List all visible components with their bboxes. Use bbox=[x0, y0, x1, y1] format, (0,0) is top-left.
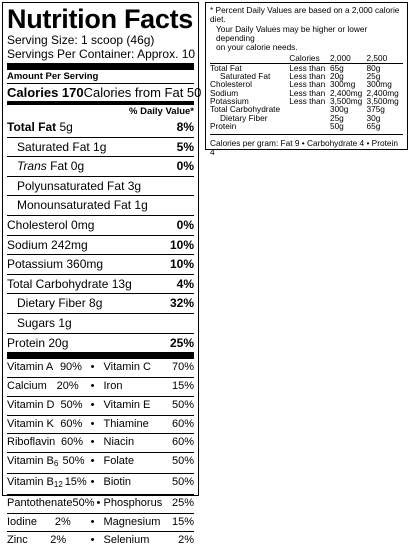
nutrient-dv: 0% bbox=[176, 159, 194, 174]
nutrient-row bbox=[7, 235, 194, 255]
nutrient-name: Sodium bbox=[7, 237, 48, 252]
vitamin-cell bbox=[7, 474, 101, 494]
nutrient-row bbox=[7, 274, 194, 294]
bullet-separator: • bbox=[90, 475, 95, 488]
nutrient-amount: 242mg bbox=[47, 237, 88, 252]
calories-per-gram: Calories per gram: Fat 9 • Carbohydrate 4 • Protein 4 bbox=[210, 134, 403, 158]
dv-table-cell bbox=[289, 114, 330, 122]
vitamin-pct: 50% bbox=[72, 496, 95, 509]
dv-header-cell: Calories bbox=[289, 54, 330, 63]
nutrient-amount: 3g bbox=[124, 178, 142, 193]
dv-table-cell: Total Carbohydrate bbox=[210, 104, 281, 115]
vitamin-cell bbox=[101, 378, 195, 396]
bullet-separator: • bbox=[90, 361, 95, 374]
bullet-separator: • bbox=[90, 436, 95, 449]
vitamin-row bbox=[7, 531, 194, 550]
footnote-text-3: on your calorie needs. bbox=[216, 42, 298, 53]
vitamin-pct: 60% bbox=[171, 436, 194, 449]
bullet-separator: • bbox=[90, 379, 95, 392]
dv-table-header bbox=[210, 54, 403, 63]
dv-table-cell: 3,500mg bbox=[366, 95, 399, 106]
vitamin-row bbox=[7, 452, 194, 473]
nutrition-facts-panel bbox=[2, 2, 202, 547]
dv-table-cell: Total Fat bbox=[210, 62, 242, 73]
vitamin-pct: 2% bbox=[178, 534, 194, 547]
bullet-separator: • bbox=[90, 455, 95, 468]
nutrient-row bbox=[7, 313, 194, 333]
nutrient-amount: Fat 0g bbox=[46, 159, 85, 174]
vitamin-cell bbox=[101, 416, 195, 434]
vitamin-name: Niacin bbox=[103, 436, 135, 449]
nutrient-amount: 5g bbox=[56, 120, 73, 134]
amount-per-serving: Amount Per Serving bbox=[7, 71, 99, 82]
vitamin-row bbox=[7, 377, 194, 396]
vitamin-pct: 50% bbox=[171, 455, 194, 468]
dv-table-cell: Less than bbox=[289, 62, 326, 73]
nutrient-name: Total Carbohydrate bbox=[7, 276, 109, 291]
vitamin-name: Zinc bbox=[7, 534, 28, 547]
vitamin-row bbox=[7, 513, 194, 532]
vitamin-pct: 70% bbox=[171, 361, 194, 374]
nutrient-dv: 10% bbox=[169, 257, 194, 272]
nutrient-name: Protein bbox=[7, 335, 46, 350]
vitamin-cell bbox=[101, 514, 195, 532]
vitamin-name: Vitamin $B_{12}$ bbox=[7, 475, 63, 489]
nutrient-amount: 1g bbox=[89, 139, 107, 154]
footnote-text-2: Your Daily Values may be higher or lower depending bbox=[216, 23, 368, 43]
vitamin-row bbox=[7, 415, 194, 434]
vitamin-list bbox=[7, 359, 194, 550]
bullet-separator: • bbox=[90, 398, 95, 411]
dv-table-cell bbox=[289, 122, 330, 130]
nutrient-row bbox=[7, 333, 194, 353]
nutrient-dv: 8% bbox=[176, 120, 194, 134]
servings-per-container: Servings Per Container: Approx. 10 bbox=[7, 47, 196, 61]
vitamin-cell bbox=[101, 434, 195, 452]
thick-divider bbox=[7, 63, 194, 70]
vitamin-cell bbox=[7, 514, 101, 532]
nutrient-dv: 4% bbox=[176, 276, 194, 291]
dv-table-cell: Dietary Fiber bbox=[220, 112, 268, 123]
dv-table-cell: 300mg bbox=[329, 79, 356, 90]
dv-table-cell: 2,400mg bbox=[366, 87, 399, 98]
dv-table-cell: 25g bbox=[329, 112, 344, 123]
dv-header-cell: 2,000 bbox=[330, 54, 367, 63]
vitamin-row bbox=[7, 473, 194, 494]
vitamin-name: Vitamin D bbox=[7, 398, 55, 411]
nutrient-name: Cholesterol bbox=[7, 217, 68, 232]
nutrient-dv: 0% bbox=[176, 217, 194, 232]
vitamin-pct: 15% bbox=[171, 515, 194, 528]
dv-table-cell: Less than bbox=[289, 95, 326, 106]
dv-table-cell: 80g bbox=[366, 62, 381, 73]
vitamin-pct: 2% bbox=[50, 534, 67, 547]
vitamin-cell bbox=[7, 434, 101, 452]
nutrient-dv: 10% bbox=[169, 237, 194, 252]
nutrient-name: Dietary Fiber bbox=[17, 296, 86, 311]
dv-table-cell: 25g bbox=[366, 71, 381, 82]
nutrient-name: Sugars bbox=[17, 315, 56, 330]
nutrient-list bbox=[7, 118, 194, 352]
dv-table-cell: Potassium bbox=[210, 95, 249, 106]
vitamin-cell bbox=[101, 532, 195, 550]
dv-table-cell: 65g bbox=[366, 120, 381, 131]
dv-table-cell: 30g bbox=[366, 112, 381, 123]
nutrient-row bbox=[7, 137, 194, 157]
dv-table-cell: 65g bbox=[329, 62, 344, 73]
nutrient-row bbox=[7, 156, 194, 176]
nutrient-row bbox=[7, 195, 194, 215]
calories-from-fat: Calories from Fat 50 bbox=[83, 85, 202, 100]
dv-table-cell: Cholesterol bbox=[210, 79, 252, 90]
daily-value-footnote bbox=[205, 2, 408, 158]
nutrient-dv: 25% bbox=[169, 335, 194, 350]
bullet-separator: • bbox=[90, 534, 95, 547]
thick-divider-2 bbox=[7, 352, 194, 359]
nutrient-amount: 20g bbox=[45, 335, 69, 350]
dv-header-cell bbox=[210, 54, 289, 63]
vitamin-name: Calcium bbox=[7, 379, 47, 392]
nutrient-name: Saturated Fat bbox=[17, 139, 90, 154]
dv-table-cell: Saturated Fat bbox=[220, 71, 271, 82]
nutrient-dv: 32% bbox=[169, 296, 194, 311]
dv-header-cell: 2,500 bbox=[366, 54, 403, 63]
vitamin-pct: 2% bbox=[54, 515, 71, 528]
dv-table-cell bbox=[289, 105, 330, 113]
vitamin-name: Folate bbox=[103, 455, 135, 468]
vitamin-name: Phosphorus bbox=[103, 496, 163, 509]
vitamin-pct: 60% bbox=[60, 436, 83, 449]
vitamin-pct: 90% bbox=[59, 361, 82, 374]
daily-value-table bbox=[210, 54, 403, 130]
vitamin-name: Riboflavin bbox=[7, 436, 56, 449]
nutrient-row bbox=[7, 215, 194, 235]
nutrient-row bbox=[7, 254, 194, 274]
dv-table-cell: 20g bbox=[329, 71, 344, 82]
vitamin-name: Vitamin $B_6$ bbox=[7, 455, 59, 469]
vitamin-pct: 50% bbox=[171, 398, 194, 411]
vitamin-pct: 20% bbox=[56, 379, 79, 392]
calories-row bbox=[7, 83, 202, 101]
vitamin-cell bbox=[101, 397, 195, 415]
dv-table-cell: Sodium bbox=[210, 87, 239, 98]
vitamin-pct: 15% bbox=[64, 475, 87, 488]
nutrient-row bbox=[7, 176, 194, 196]
nutrient-dv: 5% bbox=[176, 139, 194, 154]
vitamin-name: Selenium bbox=[103, 534, 150, 547]
vitamin-row bbox=[7, 433, 194, 452]
dv-table-cell: 50g bbox=[329, 120, 344, 131]
daily-value-header: % Daily Value* bbox=[129, 106, 194, 117]
vitamin-cell bbox=[7, 453, 101, 473]
vitamin-cell bbox=[101, 474, 195, 494]
vitamin-pct: 50% bbox=[171, 475, 194, 488]
vitamin-pct: 60% bbox=[171, 417, 194, 430]
nutrient-amount: 360mg bbox=[63, 257, 104, 272]
vitamin-cell bbox=[7, 416, 101, 434]
dv-table-cell: 2,400mg bbox=[329, 87, 363, 98]
dv-table-cell: Less than bbox=[289, 79, 326, 90]
nutrient-amount: 8g bbox=[85, 296, 103, 311]
vitamin-pct: 15% bbox=[171, 379, 194, 392]
vitamin-name: Magnesium bbox=[103, 515, 161, 528]
vitamin-row bbox=[7, 396, 194, 415]
calories-label: Calories 170 bbox=[7, 85, 84, 100]
nutrient-name: Monounsaturated Fat bbox=[17, 198, 132, 213]
dv-table-cell: Less than bbox=[289, 87, 326, 98]
vitamin-name: Thiamine bbox=[103, 417, 149, 430]
vitamin-name: Biotin bbox=[103, 475, 132, 488]
serving-size: Serving Size: 1 scoop (46g) bbox=[7, 33, 155, 47]
nutrient-name: Potassium bbox=[7, 257, 64, 272]
dv-table-cell: 375g bbox=[366, 104, 385, 115]
vitamin-cell bbox=[7, 359, 101, 377]
nutrient-name: Trans bbox=[17, 159, 47, 174]
vitamin-pct: 50% bbox=[62, 455, 85, 468]
vitamin-cell bbox=[101, 453, 195, 473]
footnote-text-1: * Percent Daily Values are based on a 2,000 calorie diet. bbox=[210, 5, 400, 25]
nutrient-row bbox=[7, 293, 194, 313]
bullet-separator: • bbox=[90, 417, 95, 430]
vitamin-name: Iron bbox=[103, 379, 123, 392]
dv-table-cell: Less than bbox=[289, 71, 326, 82]
vitamin-name: Vitamin E bbox=[103, 398, 151, 411]
dv-table-cell: 300g bbox=[329, 104, 349, 115]
vitamin-cell bbox=[7, 532, 101, 550]
bullet-separator: • bbox=[90, 515, 95, 528]
nutrient-amount: 1g bbox=[131, 198, 148, 213]
dv-table-cell: 300mg bbox=[366, 79, 392, 90]
vitamin-cell bbox=[101, 495, 195, 513]
vitamin-cell bbox=[7, 378, 101, 396]
nutrient-name: Total Fat bbox=[7, 120, 57, 134]
vitamin-cell bbox=[101, 359, 195, 377]
vitamin-name: Vitamin C bbox=[103, 361, 151, 374]
vitamin-pct: 50% bbox=[60, 398, 83, 411]
vitamin-row bbox=[7, 494, 194, 513]
dv-table-cell: 3,500mg bbox=[329, 95, 363, 106]
vitamin-row bbox=[7, 359, 194, 377]
vitamin-cell bbox=[7, 397, 101, 415]
nutrient-amount: 1g bbox=[55, 315, 72, 330]
vitamin-cell bbox=[7, 495, 101, 513]
nutrient-row bbox=[7, 118, 194, 137]
bullet-separator: • bbox=[96, 496, 101, 509]
label-title: Nutrition Facts bbox=[7, 4, 194, 34]
vitamin-name: Iodine bbox=[7, 515, 37, 528]
vitamin-name: Vitamin A bbox=[7, 361, 54, 374]
vitamin-name: Pantothenate bbox=[7, 496, 73, 509]
vitamin-pct: 25% bbox=[171, 496, 194, 509]
dv-table-row bbox=[210, 122, 403, 130]
nutrient-amount: 0mg bbox=[67, 217, 95, 232]
nutrient-amount: 13g bbox=[108, 276, 132, 291]
vitamin-name: Vitamin K bbox=[7, 417, 54, 430]
vitamin-pct: 60% bbox=[60, 417, 83, 430]
nutrient-name: Polyunsaturated Fat bbox=[17, 178, 125, 193]
dv-table-cell: Protein bbox=[210, 120, 237, 131]
